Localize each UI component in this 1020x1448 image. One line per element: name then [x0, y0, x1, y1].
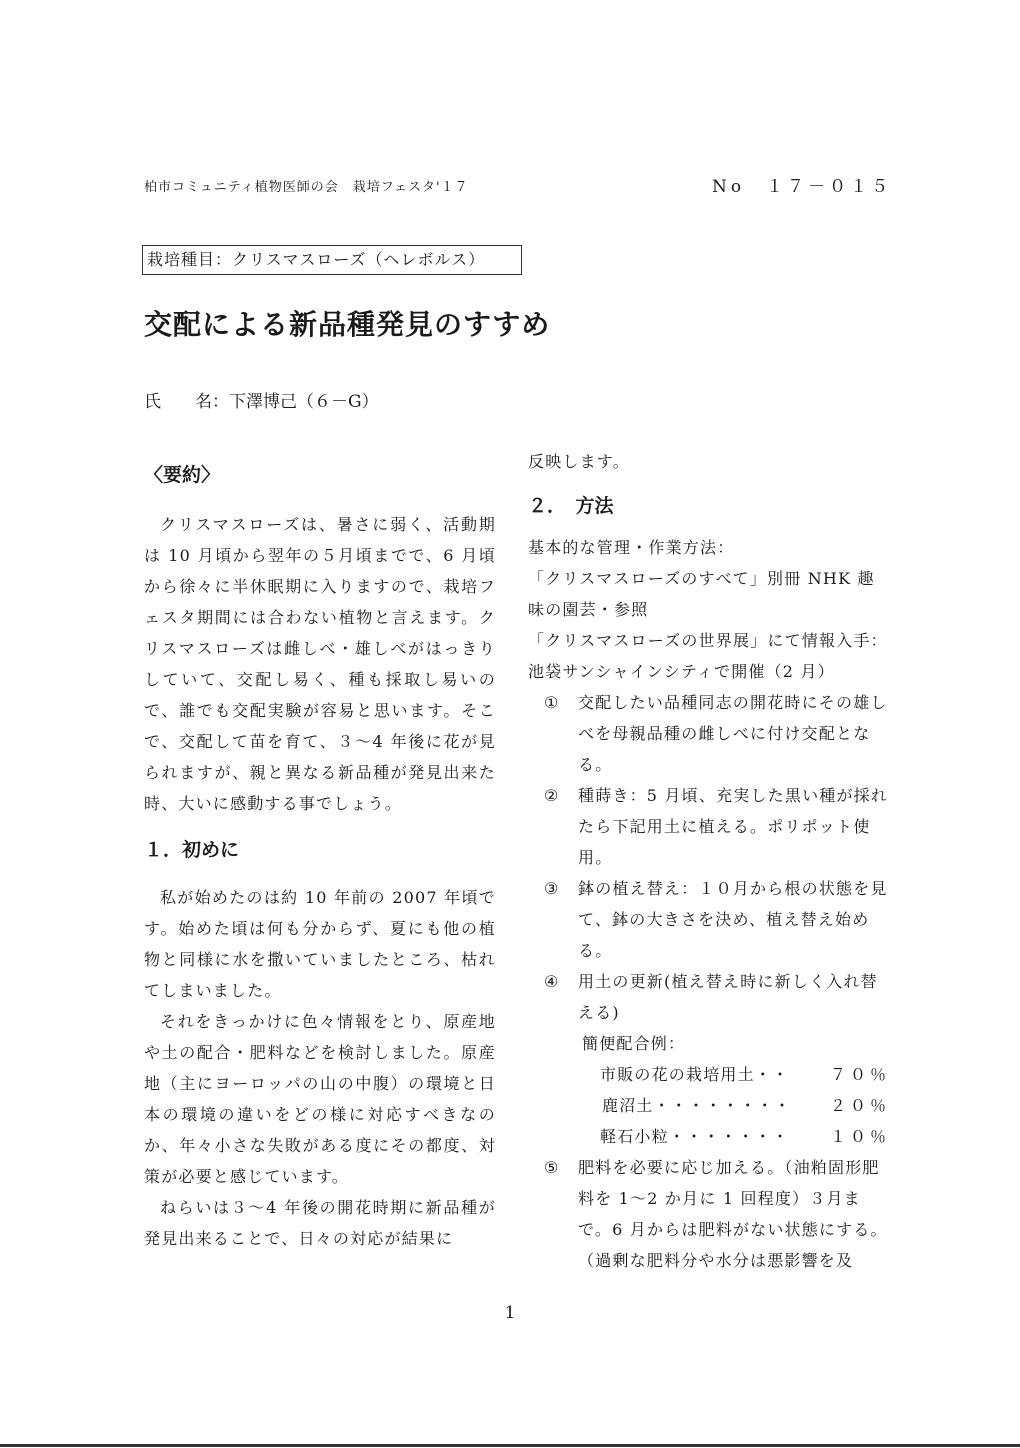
- page-number: 1: [504, 1303, 516, 1323]
- mix-row: [528, 1059, 890, 1090]
- basics-line: 基本的な管理・作業方法：: [528, 538, 735, 557]
- mix-row: [528, 1090, 890, 1121]
- document-number: No １７－０１５: [712, 177, 893, 197]
- list-item-number: ②: [544, 786, 560, 805]
- list-item-text: 肥料を必要に応じ加える。（油粕固形肥料を 1～2 か月に 1 回程度）３月まで。6 月からは肥料がない状態にする。（過剰な肥料分や水分は悪影響を及: [578, 1158, 888, 1270]
- continuation-text: 反映します。: [528, 452, 630, 471]
- mix-name: 軽石小粒・・・・・・・: [600, 1127, 790, 1146]
- summary-text: クリスマスローズは、暑さに弱く、活動期は 10 月頃から翌年の５月頃までで、6 月頃から徐々に半休眠期に入りますので、栽培フェスタ期間には合わない植物と言えます。クリスマスローズは雌しべ・雄しべがはっきりしていて、交配し易く、種も採取し易いので、誰でも交配実験が容易と思います。そこで、交配して苗を育て、３～4 年後に花が見られますが、親と異なる新品種が発見出来た時、大いに感動する事でしょう。: [144, 515, 496, 813]
- summary-heading: 〈要約〉: [144, 464, 221, 486]
- mix-percent: １０％: [829, 1127, 890, 1146]
- section1-heading: １．初めに: [144, 839, 240, 861]
- list-item: [528, 1152, 890, 1276]
- mix-percent: ７０％: [829, 1065, 890, 1084]
- mix-title: 簡便配合例：: [582, 1034, 686, 1053]
- author-label: 氏 名：: [144, 392, 229, 412]
- mix-percent: ２０％: [829, 1096, 890, 1115]
- list-item-number: ④: [544, 972, 560, 991]
- section2-heading: ２． 方法: [528, 495, 614, 517]
- left-column: [144, 460, 496, 1254]
- right-column: [528, 446, 890, 1276]
- list-item-text: 交配したい品種同志の開花時にその雄しべを母親品種の雌しべに付け交配となる。: [578, 693, 888, 774]
- list-item: [528, 780, 890, 873]
- section1-paragraph: 私が始めたのは約 10 年前の 2007 年頃です。始めた頃は何も分からず、夏にも他の植物と同様に水を撒いていましたところ、枯れてしまいました。: [144, 888, 496, 1000]
- mix-row: [528, 1121, 890, 1152]
- list-item-text: 種蒔き：5 月頃、充実した黒い種が採れたら下記用土に植える。ポリポット使用。: [578, 786, 889, 867]
- list-item-number: ⑤: [544, 1158, 560, 1177]
- list-item: [528, 966, 890, 1028]
- page-title: 交配による新品種発見のすすめ: [144, 308, 551, 341]
- category-box: 栽培種目：クリスマスローズ（ヘレボルス）: [142, 245, 522, 275]
- list-item-number: ③: [544, 879, 560, 898]
- page-bottom-border: [0, 1444, 1020, 1447]
- list-item-text: 用土の更新(植え替え時に新しく入れ替える): [578, 972, 878, 1022]
- section1-paragraph: ねらいは３～4 年後の開花時期に新品種が発見出来ることで、日々の対応が結果に: [144, 1198, 496, 1248]
- basics-line: 「クリスマスローズの世界展」にて情報入手：池袋サンシャインシティで開催（2 月）: [528, 631, 888, 681]
- basics-line: 「クリスマスローズのすべて」別冊 NHK 趣味の園芸・参照: [528, 569, 875, 619]
- list-item: [528, 687, 890, 780]
- mix-name: 市販の花の栽培用土・・: [600, 1065, 790, 1084]
- mix-name: 鹿沼土・・・・・・・・: [602, 1096, 792, 1115]
- list-item-text: 鉢の植え替え：１０月から根の状態を見て、鉢の大きさを決め、植え替え始める。: [578, 879, 888, 960]
- author-line: [144, 387, 379, 412]
- list-item: [528, 873, 890, 966]
- organization-header: 柏市コミュニティ植物医師の会 栽培フェスタ'１７: [144, 180, 469, 195]
- author-name: 下澤博己（６－G）: [229, 392, 379, 412]
- list-item-number: ①: [544, 693, 560, 712]
- section1-paragraph: それをきっかけに色々情報をとり、原産地や土の配合・肥料などを検討しました。原産地（主にヨーロッパの山の中腹）の環境と日本の環境の違いをどの様に対応すべきなのか、年々小さな失敗がある度にその都度、対策が必要と感じています。: [144, 1012, 496, 1186]
